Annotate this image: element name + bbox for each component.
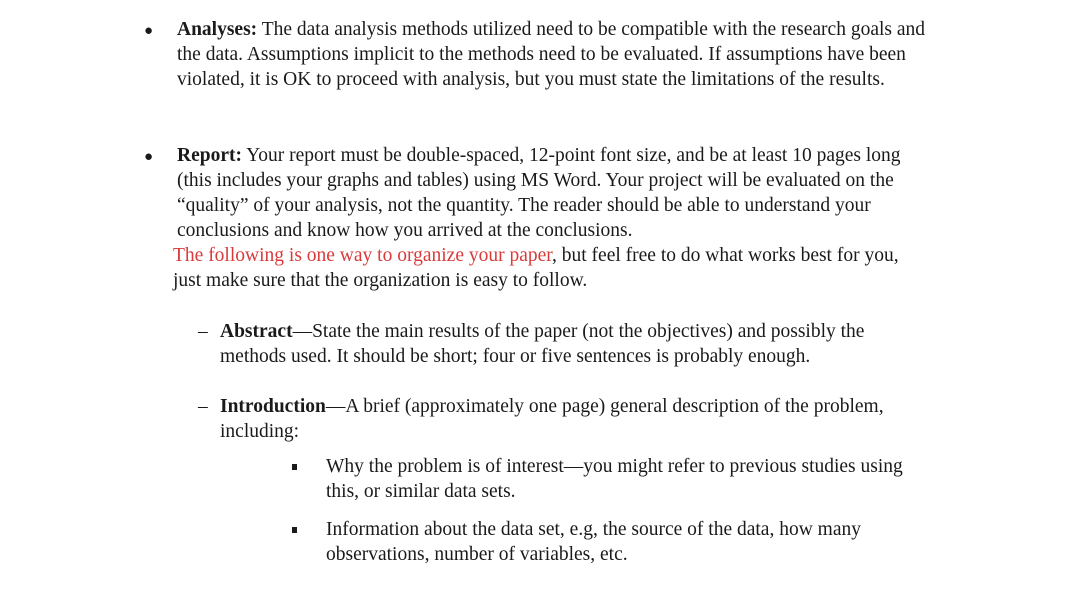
bullet-dot-icon: ● (144, 23, 154, 39)
report-red-text: The following is one way to organize your paper (173, 245, 553, 266)
list-item (326, 517, 936, 567)
analyses-paragraph (177, 17, 927, 92)
abstract-paragraph (220, 319, 920, 369)
introduction-label: Introduction (220, 396, 326, 417)
square-bullet-icon (292, 464, 297, 470)
introduction-subitem-text: Information about the data set, e.g, the source of the data, how many observations, number of variables, etc. (326, 519, 861, 565)
report-label: Report: (177, 145, 242, 166)
list-item (326, 454, 926, 504)
report-continuation (173, 243, 923, 293)
report-text: Your report must be double-spaced, 12-point font size, and be at least 10 pages long (this includes your graphs and tables) using MS Word. Your project will be evaluated on the “quality” of your analysis, not the quantity. The reader should be able to understand your conclusions and know how you arrived at the conclusions. (177, 145, 901, 241)
square-bullet-icon (292, 527, 297, 533)
dash-marker: – (198, 396, 208, 417)
introduction-text: —A brief (approximately one page) general description of the problem, including: (220, 396, 884, 442)
analyses-label: Analyses: (177, 19, 258, 40)
analyses-text: The data analysis methods utilized need to be compatible with the research goals and the data. Assumptions implicit to the methods need to be evaluated. If assumptions have been violated, it is OK to proceed with analysis, but you must state the limitations of the results. (177, 19, 926, 90)
abstract-text: —State the main results of the paper (not the objectives) and possibly the methods used. It should be short; four or five sentences is probably enough. (220, 321, 865, 367)
report-rest-text: , but feel free to do what works best for you, just make sure that the organization is easy to follow. (173, 245, 899, 291)
introduction-paragraph (220, 394, 900, 444)
dash-marker: – (198, 321, 208, 342)
abstract-label: Abstract (220, 321, 293, 342)
report-paragraph (177, 143, 922, 243)
introduction-subitem-text: Why the problem is of interest—you might refer to previous studies using this, or similar data sets. (326, 456, 903, 502)
bullet-dot-icon: ● (144, 149, 154, 165)
